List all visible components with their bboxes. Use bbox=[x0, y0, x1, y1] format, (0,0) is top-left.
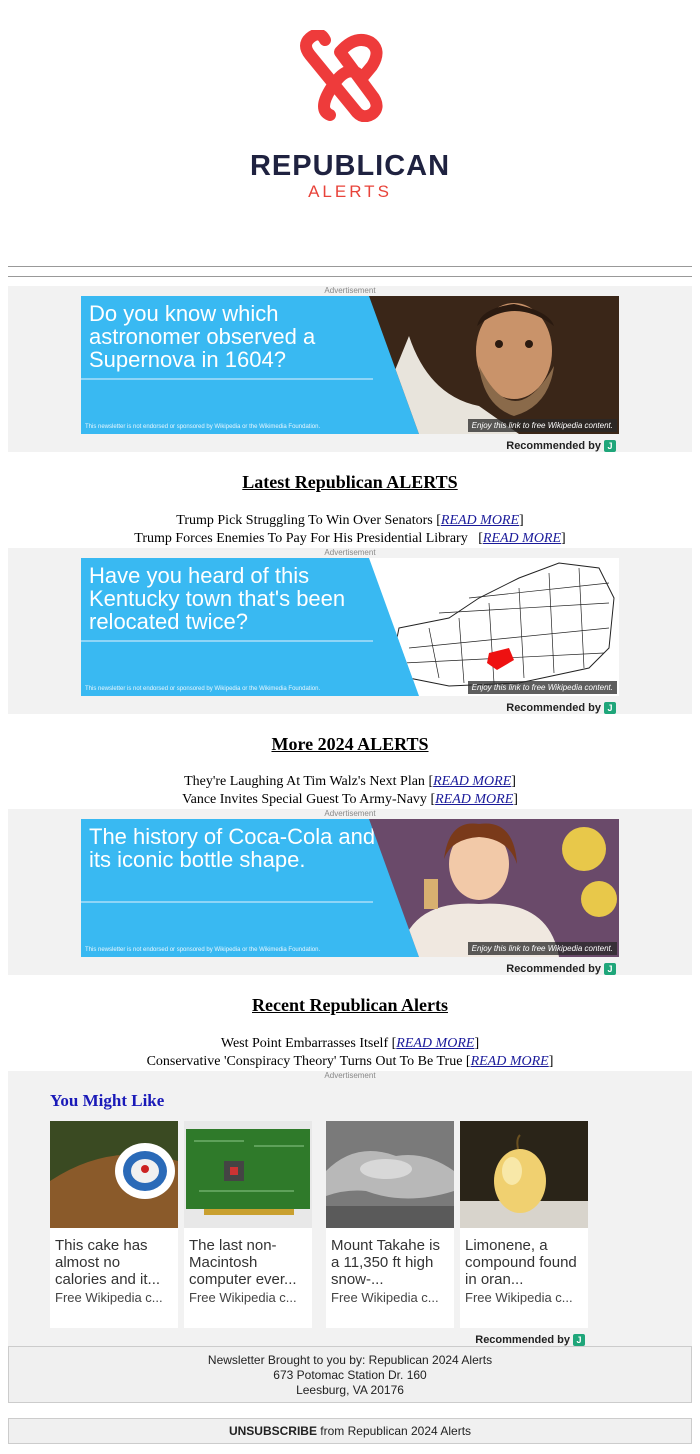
ad-label: Advertisement bbox=[324, 1071, 376, 1080]
ad-block bbox=[8, 809, 692, 975]
read-more-link[interactable]: READ MORE bbox=[440, 513, 520, 528]
recommended-by-link[interactable] bbox=[475, 1334, 585, 1346]
section-title: Latest Republican ALERTS bbox=[242, 472, 458, 492]
card-title: Mount Takahe is a 11,350 ft high snow-... bbox=[331, 1237, 440, 1288]
card-source: Free Wikipedia c... bbox=[55, 1290, 163, 1305]
ad-divider bbox=[81, 378, 373, 380]
footer-city-line: Leesburg, VA 20176 bbox=[296, 1383, 404, 1397]
ad-headline: Have you heard of this Kentucky town that's been relocated twice? bbox=[89, 563, 346, 634]
headline-text: West Point Embarrasses Itself bbox=[220, 1036, 392, 1051]
bracket-close: ] bbox=[519, 513, 524, 528]
unsubscribe-rest: from Republican 2024 Alerts bbox=[316, 1424, 472, 1438]
card-source: Free Wikipedia c... bbox=[465, 1290, 573, 1305]
recommended-label: Recommended by bbox=[475, 1334, 570, 1346]
you-might-like-block bbox=[8, 1071, 692, 1346]
read-more-link[interactable]: READ MORE bbox=[435, 792, 514, 807]
headline-row bbox=[0, 530, 700, 548]
footer-address-line: 673 Potomac Station Dr. 160 bbox=[273, 1368, 427, 1382]
jeeng-logo-icon: J bbox=[604, 440, 616, 452]
divider bbox=[8, 266, 692, 267]
recommended-label: Recommended by bbox=[506, 440, 601, 452]
card-title: The last non-Macintosh computer ever... bbox=[189, 1237, 297, 1288]
bracket-close: ] bbox=[513, 792, 518, 807]
bracket-open: [ bbox=[428, 774, 434, 789]
bracket-open: [ bbox=[465, 1054, 471, 1069]
recommended-by-link[interactable] bbox=[506, 440, 616, 452]
ad-divider bbox=[81, 640, 373, 642]
ad-caption: Enjoy this link to free Wikipedia content. bbox=[468, 681, 617, 694]
headline-row bbox=[0, 1035, 700, 1053]
ad-headline: Do you know which astronomer observed a Supernova in 1604? bbox=[89, 301, 316, 372]
ad-banner[interactable] bbox=[81, 296, 619, 434]
card-title: This cake has almost no calories and it... bbox=[55, 1237, 161, 1288]
ad-disclaimer: This newsletter is not endorsed or sponsored by Wikipedia or the Wikimedia Foundation. bbox=[85, 686, 321, 692]
logo-subtitle: ALERTS bbox=[308, 182, 392, 201]
ad-block bbox=[8, 548, 692, 714]
logo-title: REPUBLICAN bbox=[249, 150, 451, 182]
read-more-link[interactable]: READ MORE bbox=[482, 531, 562, 546]
headline-row bbox=[0, 773, 700, 791]
section-title: Recent Republican Alerts bbox=[252, 995, 448, 1015]
bracket-close: ] bbox=[561, 531, 566, 546]
mount-takahe-image bbox=[326, 1121, 454, 1228]
unsubscribe-bold: UNSUBSCRIBE bbox=[228, 1424, 317, 1438]
ad-caption: Enjoy this link to free Wikipedia content. bbox=[468, 419, 617, 432]
cake-plate-image bbox=[50, 1121, 178, 1228]
headline-row bbox=[0, 512, 700, 530]
headline-text: Conservative 'Conspiracy Theory' Turns Out To Be True bbox=[146, 1054, 466, 1069]
circuit-board-image bbox=[184, 1121, 312, 1228]
republican-alerts-logo bbox=[0, 28, 700, 208]
read-more-link[interactable]: READ MORE bbox=[470, 1054, 549, 1069]
recommended-label: Recommended by bbox=[506, 702, 601, 714]
headline-text: Trump Forces Enemies To Pay For His Presidential Library bbox=[134, 531, 479, 546]
jeeng-logo-icon: J bbox=[604, 702, 616, 714]
ad-banner[interactable] bbox=[81, 819, 619, 957]
ad-caption: Enjoy this link to free Wikipedia content. bbox=[468, 942, 617, 955]
logo-mark-icon bbox=[300, 30, 400, 122]
bracket-close: ] bbox=[548, 1054, 554, 1069]
bracket-open: [ bbox=[478, 531, 483, 546]
lemon-image bbox=[460, 1121, 588, 1228]
bracket-close: ] bbox=[474, 1036, 480, 1051]
recommendation-card[interactable] bbox=[326, 1121, 454, 1328]
ad-block bbox=[8, 286, 692, 452]
bracket-open: [ bbox=[436, 513, 441, 528]
card-source: Free Wikipedia c... bbox=[189, 1290, 297, 1305]
read-more-link[interactable]: READ MORE bbox=[396, 1036, 475, 1051]
bracket-open: [ bbox=[391, 1036, 397, 1051]
headline-text: Trump Pick Struggling To Win Over Senators bbox=[176, 513, 437, 528]
ad-disclaimer: This newsletter is not endorsed or sponsored by Wikipedia or the Wikimedia Foundation. bbox=[85, 424, 321, 430]
recommended-by-link[interactable] bbox=[506, 963, 616, 975]
ad-divider bbox=[81, 901, 373, 903]
vintage-woman-image bbox=[369, 819, 619, 957]
card-title: Limonene, a compound found in oran... bbox=[465, 1237, 577, 1288]
read-more-link[interactable]: READ MORE bbox=[433, 774, 512, 789]
bracket-close: ] bbox=[511, 774, 516, 789]
ad-label: Advertisement bbox=[324, 809, 376, 818]
portrait-astronomer-image bbox=[369, 296, 619, 434]
footer-line: Newsletter Brought to you by: Republican 2024 Alerts bbox=[207, 1353, 493, 1367]
recommended-by-link[interactable] bbox=[506, 702, 616, 714]
ad-label: Advertisement bbox=[324, 286, 376, 295]
headline-row bbox=[0, 791, 700, 809]
bracket-open: [ bbox=[430, 792, 436, 807]
ad-disclaimer: This newsletter is not endorsed or sponsored by Wikipedia or the Wikimedia Foundation. bbox=[85, 947, 321, 953]
you-might-like-title: You Might Like bbox=[50, 1091, 165, 1110]
jeeng-logo-icon: J bbox=[573, 1334, 585, 1346]
newsletter-footer bbox=[8, 1346, 692, 1403]
headline-text: Vance Invites Special Guest To Army-Navy bbox=[182, 792, 431, 807]
unsubscribe-link[interactable] bbox=[8, 1418, 692, 1444]
recommended-label: Recommended by bbox=[506, 963, 601, 975]
divider bbox=[8, 276, 692, 277]
section-title: More 2024 ALERTS bbox=[271, 734, 429, 754]
ad-banner[interactable] bbox=[81, 558, 619, 696]
ad-label: Advertisement bbox=[324, 548, 376, 557]
headline-text: They're Laughing At Tim Walz's Next Plan bbox=[184, 774, 429, 789]
ad-headline: The history of Coca-Cola and its iconic bottle shape. bbox=[89, 824, 376, 872]
kentucky-map-image bbox=[369, 558, 619, 696]
recommendation-card[interactable] bbox=[460, 1121, 588, 1328]
recommendation-card[interactable] bbox=[50, 1121, 178, 1328]
jeeng-logo-icon: J bbox=[604, 963, 616, 975]
headline-row bbox=[0, 1053, 700, 1071]
recommendation-card[interactable] bbox=[184, 1121, 312, 1328]
card-source: Free Wikipedia c... bbox=[331, 1290, 439, 1305]
